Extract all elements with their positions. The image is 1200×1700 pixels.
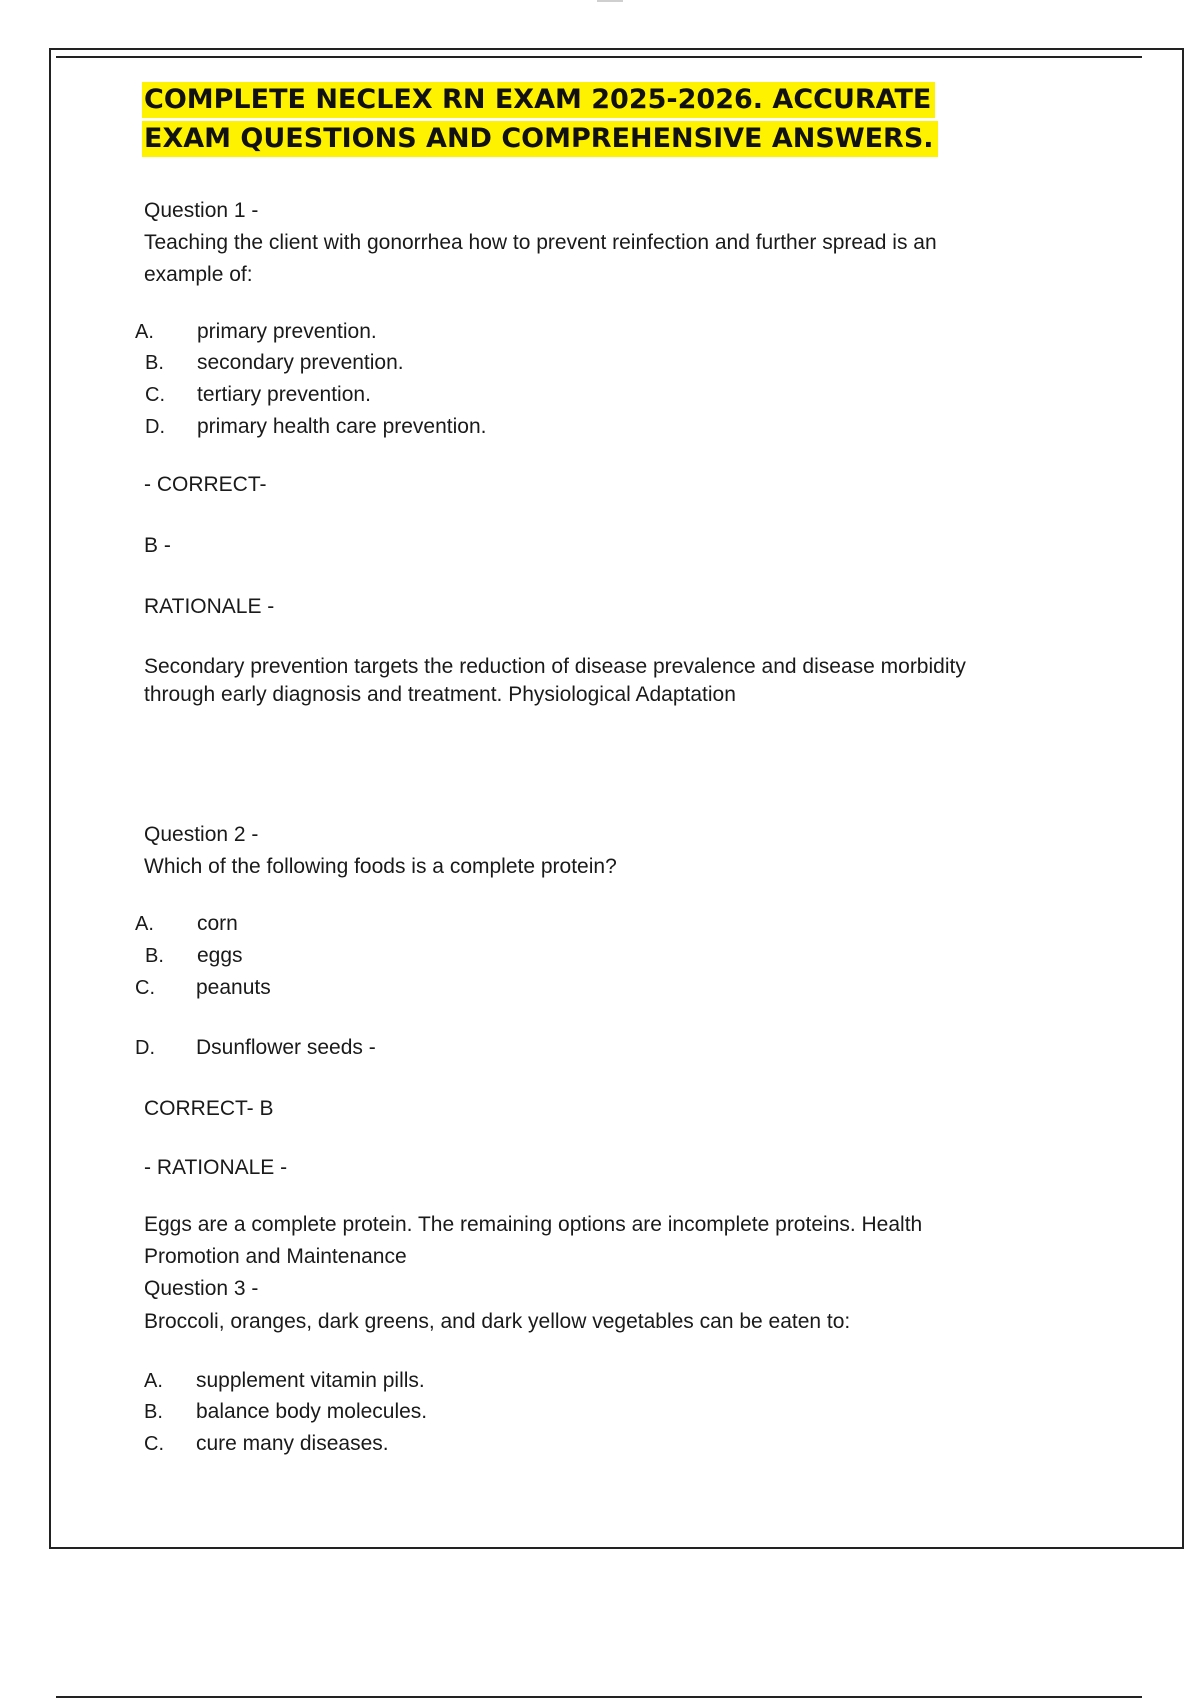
- q1-correct-label: - CORRECT-: [144, 473, 267, 496]
- q2-option-a-letter: A.: [135, 913, 154, 935]
- q2-option-b-text[interactable]: eggs: [197, 944, 243, 967]
- q2-rationale-text: Eggs are a complete protein. The remaining options are incomplete proteins. Health Promotion and Maintenance: [144, 1213, 923, 1268]
- q1-option-b-text[interactable]: secondary prevention.: [197, 351, 404, 374]
- q3-option-b-letter: B.: [144, 1401, 163, 1423]
- q1-option-c-letter: C.: [145, 384, 165, 406]
- question-1-text: Teaching the client with gonorrhea how to prevent reinfection and further spread is an example of:: [144, 231, 937, 286]
- q1-option-b-letter: B.: [145, 352, 164, 374]
- title-highlight: COMPLETE NECLEX RN EXAM 2025-2026. ACCURATE EXAM QUESTIONS AND COMPREHENSIVE ANSWERS.: [142, 82, 938, 157]
- q2-option-d-letter: D.: [135, 1037, 155, 1059]
- q2-option-a-text[interactable]: corn: [197, 912, 238, 935]
- q2-rationale-label: - RATIONALE -: [144, 1156, 288, 1179]
- question-2-label: Question 2 -: [144, 823, 259, 846]
- q1-option-d-text[interactable]: primary health care prevention.: [197, 415, 487, 438]
- q2-option-c-letter: C.: [135, 977, 155, 999]
- q1-option-a-text[interactable]: primary prevention.: [197, 320, 377, 343]
- page-top-marker: [597, 0, 623, 2]
- q1-option-a-letter: A.: [135, 321, 154, 343]
- q3-option-b-text[interactable]: balance body molecules.: [196, 1400, 428, 1423]
- q2-correct-label: CORRECT- B: [144, 1097, 274, 1120]
- q3-option-c-text[interactable]: cure many diseases.: [196, 1432, 389, 1455]
- q1-answer: B -: [144, 534, 171, 557]
- q1-rationale-text: Secondary prevention targets the reduction of disease prevalence and disease morbidity through early diagnosis and treatment. Physiological Adaptation: [144, 655, 966, 706]
- document-title: [142, 80, 1012, 158]
- question-3-text: Broccoli, oranges, dark greens, and dark yellow vegetables can be eaten to:: [144, 1310, 851, 1333]
- q1-option-d-letter: D.: [145, 416, 165, 438]
- q3-option-c-letter: C.: [144, 1433, 164, 1455]
- q1-rationale-label: RATIONALE -: [144, 595, 275, 618]
- q2-option-c-text[interactable]: peanuts: [196, 976, 271, 999]
- q1-option-c-text[interactable]: tertiary prevention.: [197, 383, 371, 406]
- question-1-label: Question 1 -: [144, 199, 259, 222]
- question-3-label: Question 3 -: [144, 1277, 259, 1300]
- q2-option-d-text[interactable]: Dsunflower seeds -: [196, 1036, 376, 1059]
- top-rule: [56, 56, 1142, 58]
- q3-option-a-letter: A.: [144, 1370, 163, 1392]
- bottom-rule: [56, 1696, 1142, 1698]
- q3-option-a-text[interactable]: supplement vitamin pills.: [196, 1369, 425, 1392]
- question-2-text: Which of the following foods is a complete protein?: [144, 855, 617, 878]
- q2-option-b-letter: B.: [145, 945, 164, 967]
